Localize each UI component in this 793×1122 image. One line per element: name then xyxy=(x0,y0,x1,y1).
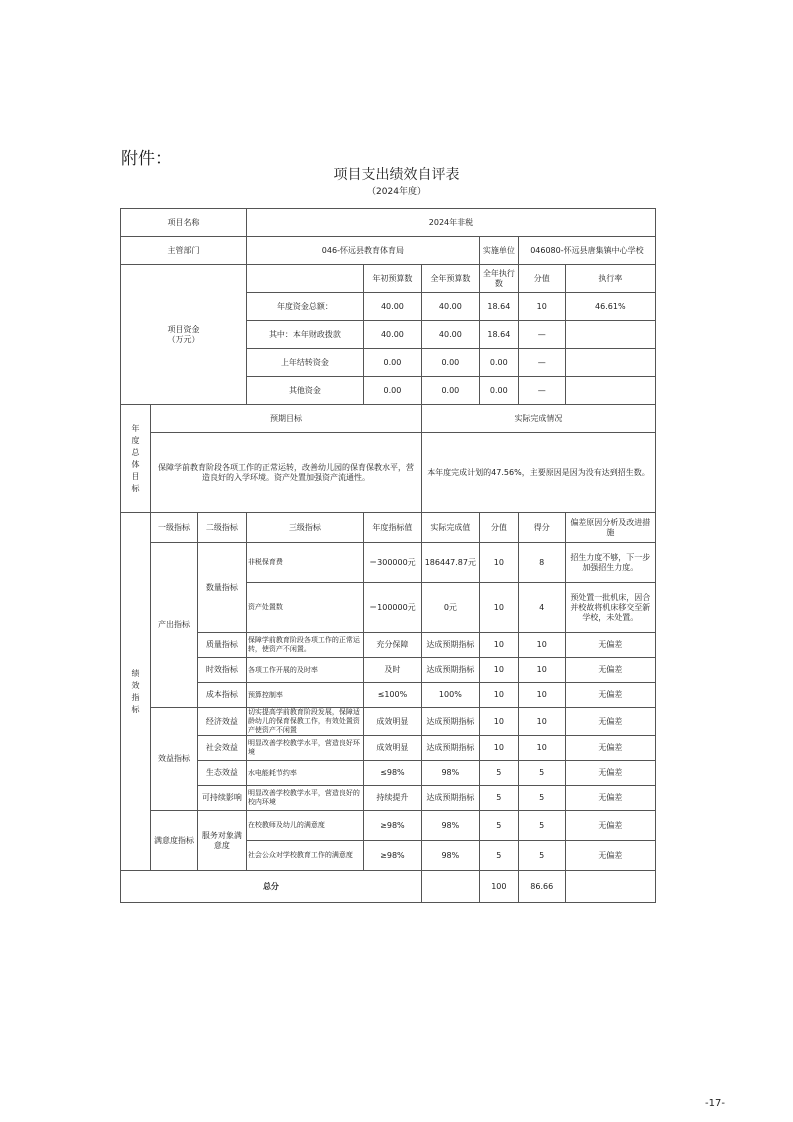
note: 无偏差 xyxy=(565,658,655,683)
funds-header: 全年执行数 xyxy=(479,265,518,293)
note: 无偏差 xyxy=(565,708,655,736)
level2-quality: 质量指标 xyxy=(197,633,246,658)
perf-row xyxy=(121,683,656,708)
dept-label: 主管部门 xyxy=(121,237,247,265)
funds-cell: 40.00 xyxy=(421,293,479,321)
actual: 达成预期指标 xyxy=(421,658,479,683)
score: 5 xyxy=(479,761,518,786)
attachment-label: 附件： xyxy=(121,149,172,169)
funds-cell: — xyxy=(518,349,565,377)
actual: 达成预期指标 xyxy=(421,736,479,761)
note: 无偏差 xyxy=(565,841,655,871)
funds-label: 项目资金 （万元） xyxy=(121,265,247,405)
level3: 社会公众对学校教育工作的满意度 xyxy=(246,841,363,871)
level3: 各项工作开展的及时率 xyxy=(246,658,363,683)
project-name: 2024年非税 xyxy=(246,209,655,237)
score: 10 xyxy=(479,708,518,736)
got: 5 xyxy=(518,786,565,811)
funds-cell: 0.00 xyxy=(363,377,421,405)
funds-row-label: 其中：本年财政拨款 xyxy=(246,321,363,349)
level2-quantity: 数量指标 xyxy=(197,543,246,633)
target: ≤100% xyxy=(363,683,421,708)
level3: 水电能耗节约率 xyxy=(246,761,363,786)
dept: 046-怀远县教育体育局 xyxy=(246,237,479,265)
note: 无偏差 xyxy=(565,633,655,658)
row-dept xyxy=(121,237,656,265)
perf-row xyxy=(121,543,656,583)
actual: 98% xyxy=(421,761,479,786)
unit: 046080-怀远县唐集镇中心学校 xyxy=(518,237,655,265)
perf-header: 实际完成值 xyxy=(421,513,479,543)
page-number: -17- xyxy=(705,1098,725,1109)
goals-label: 年 度 总 体 目 标 xyxy=(121,405,151,513)
note: 无偏差 xyxy=(565,786,655,811)
goals-header-row xyxy=(121,405,656,433)
target: 充分保障 xyxy=(363,633,421,658)
actual: 98% xyxy=(421,841,479,871)
note: 无偏差 xyxy=(565,683,655,708)
perf-header: 得分 xyxy=(518,513,565,543)
funds-cell: — xyxy=(518,321,565,349)
performance-table xyxy=(120,208,656,903)
got: 10 xyxy=(518,633,565,658)
goals-row xyxy=(121,433,656,513)
got: 8 xyxy=(518,543,565,583)
target: ≥98% xyxy=(363,841,421,871)
funds-cell: 18.64 xyxy=(479,293,518,321)
funds-cell xyxy=(565,349,655,377)
level2-timeliness: 时效指标 xyxy=(197,658,246,683)
note: 预处置一批机床，因合并校故将机床移交至新学校，未处置。 xyxy=(565,583,655,633)
funds-cell: — xyxy=(518,377,565,405)
perf-header: 偏差原因分析及改进措施 xyxy=(565,513,655,543)
perf-row xyxy=(121,708,656,736)
score: 10 xyxy=(479,683,518,708)
funds-cell: 0.00 xyxy=(421,349,479,377)
level3: 资产处置数 xyxy=(246,583,363,633)
level1-benefit: 效益指标 xyxy=(151,708,198,811)
funds-cell: 10 xyxy=(518,293,565,321)
total-label: 总分 xyxy=(121,871,422,903)
row-project-name xyxy=(121,209,656,237)
expected-goal: 保障学前教育阶段各项工作的正常运转，改善幼儿园的保育保教水平，营造良好的入学环境。资产处置加强资产流通性。 xyxy=(151,433,422,513)
funds-cell xyxy=(565,321,655,349)
level3: 保障学前教育阶段各项工作的正常运转，使资产不闲置。 xyxy=(246,633,363,658)
funds-cell: 40.00 xyxy=(421,321,479,349)
perf-label: 绩 效 指 标 xyxy=(121,513,151,871)
level3: 非税保育费 xyxy=(246,543,363,583)
note: 无偏差 xyxy=(565,761,655,786)
target: ≤98% xyxy=(363,761,421,786)
target: ≥98% xyxy=(363,811,421,841)
funds-row-label: 年度资金总额： xyxy=(246,293,363,321)
unit-label: 实施单位 xyxy=(479,237,518,265)
score: 10 xyxy=(479,736,518,761)
perf-header-row xyxy=(121,513,656,543)
score: 10 xyxy=(479,583,518,633)
funds-row-label: 上年结转资金 xyxy=(246,349,363,377)
score: 5 xyxy=(479,811,518,841)
level2-economic: 经济效益 xyxy=(197,708,246,736)
funds-header: 全年预算数 xyxy=(421,265,479,293)
got: 5 xyxy=(518,811,565,841)
actual: 达成预期指标 xyxy=(421,708,479,736)
funds-header: 分值 xyxy=(518,265,565,293)
score: 10 xyxy=(479,658,518,683)
level3: 在校教师及幼儿的满意度 xyxy=(246,811,363,841)
got: 4 xyxy=(518,583,565,633)
funds-cell xyxy=(565,377,655,405)
target: 及时 xyxy=(363,658,421,683)
got: 10 xyxy=(518,736,565,761)
actual-result: 本年度完成计划的47.56%，主要原因是因为没有达到招生数。 xyxy=(421,433,655,513)
actual: 100% xyxy=(421,683,479,708)
funds-cell: 40.00 xyxy=(363,321,421,349)
got: 5 xyxy=(518,841,565,871)
funds-cell: 0.00 xyxy=(479,349,518,377)
got: 10 xyxy=(518,658,565,683)
level2-service: 服务对象满意度 xyxy=(197,811,246,871)
perf-header: 二级指标 xyxy=(197,513,246,543)
target: ＝300000元 xyxy=(363,543,421,583)
got: 10 xyxy=(518,708,565,736)
note: 招生力度不够，下一步加强招生力度。 xyxy=(565,543,655,583)
note: 无偏差 xyxy=(565,736,655,761)
level1-output: 产出指标 xyxy=(151,543,198,708)
perf-header: 年度指标值 xyxy=(363,513,421,543)
actual: 达成预期指标 xyxy=(421,786,479,811)
funds-cell: 0.00 xyxy=(479,377,518,405)
perf-row xyxy=(121,761,656,786)
funds-cell: 46.61% xyxy=(565,293,655,321)
got: 10 xyxy=(518,683,565,708)
funds-row-label: 其他资金 xyxy=(246,377,363,405)
funds-cell: 0.00 xyxy=(363,349,421,377)
level3: 明显改善学校教学水平，营造良好环境 xyxy=(246,736,363,761)
funds-cell: 0.00 xyxy=(421,377,479,405)
perf-row xyxy=(121,658,656,683)
expected-goal-label: 预期目标 xyxy=(151,405,422,433)
project-name-label: 项目名称 xyxy=(121,209,247,237)
score: 10 xyxy=(479,633,518,658)
perf-row xyxy=(121,736,656,761)
score: 5 xyxy=(479,841,518,871)
score: 5 xyxy=(479,786,518,811)
level2-ecological: 生态效益 xyxy=(197,761,246,786)
funds-header: 执行率 xyxy=(565,265,655,293)
total-got: 86.66 xyxy=(518,871,565,903)
actual-result-label: 实际完成情况 xyxy=(421,405,655,433)
funds-cell: 40.00 xyxy=(363,293,421,321)
actual: 达成预期指标 xyxy=(421,633,479,658)
total-note xyxy=(565,871,655,903)
funds-header-row xyxy=(121,265,656,293)
score: 10 xyxy=(479,543,518,583)
target: 成效明显 xyxy=(363,736,421,761)
level2-cost: 成本指标 xyxy=(197,683,246,708)
total-empty xyxy=(421,871,479,903)
note: 无偏差 xyxy=(565,811,655,841)
level2-sustainable: 可持续影响 xyxy=(197,786,246,811)
perf-row xyxy=(121,811,656,841)
target: ＝100000元 xyxy=(363,583,421,633)
target: 成效明显 xyxy=(363,708,421,736)
perf-row xyxy=(121,786,656,811)
perf-header: 三级指标 xyxy=(246,513,363,543)
form-year: （2024年度） xyxy=(367,187,426,197)
got: 5 xyxy=(518,761,565,786)
total-row xyxy=(121,871,656,903)
level3: 预算控制率 xyxy=(246,683,363,708)
level3: 切实提高学前教育阶段发展，保障适龄幼儿的保育保教工作，有效处置资产使资产不闲置 xyxy=(246,708,363,736)
perf-row xyxy=(121,633,656,658)
funds-header: 年初预算数 xyxy=(363,265,421,293)
perf-header: 分值 xyxy=(479,513,518,543)
total-score: 100 xyxy=(479,871,518,903)
actual: 0元 xyxy=(421,583,479,633)
target: 持续提升 xyxy=(363,786,421,811)
funds-cell: 18.64 xyxy=(479,321,518,349)
level3: 明显改善学校教学水平，营造良好的校内环境 xyxy=(246,786,363,811)
level1-satisfaction: 满意度指标 xyxy=(151,811,198,871)
form-title: 项目支出绩效自评表 xyxy=(333,167,460,183)
actual: 98% xyxy=(421,811,479,841)
level2-social: 社会效益 xyxy=(197,736,246,761)
perf-header: 一级指标 xyxy=(151,513,198,543)
actual: 186447.87元 xyxy=(421,543,479,583)
